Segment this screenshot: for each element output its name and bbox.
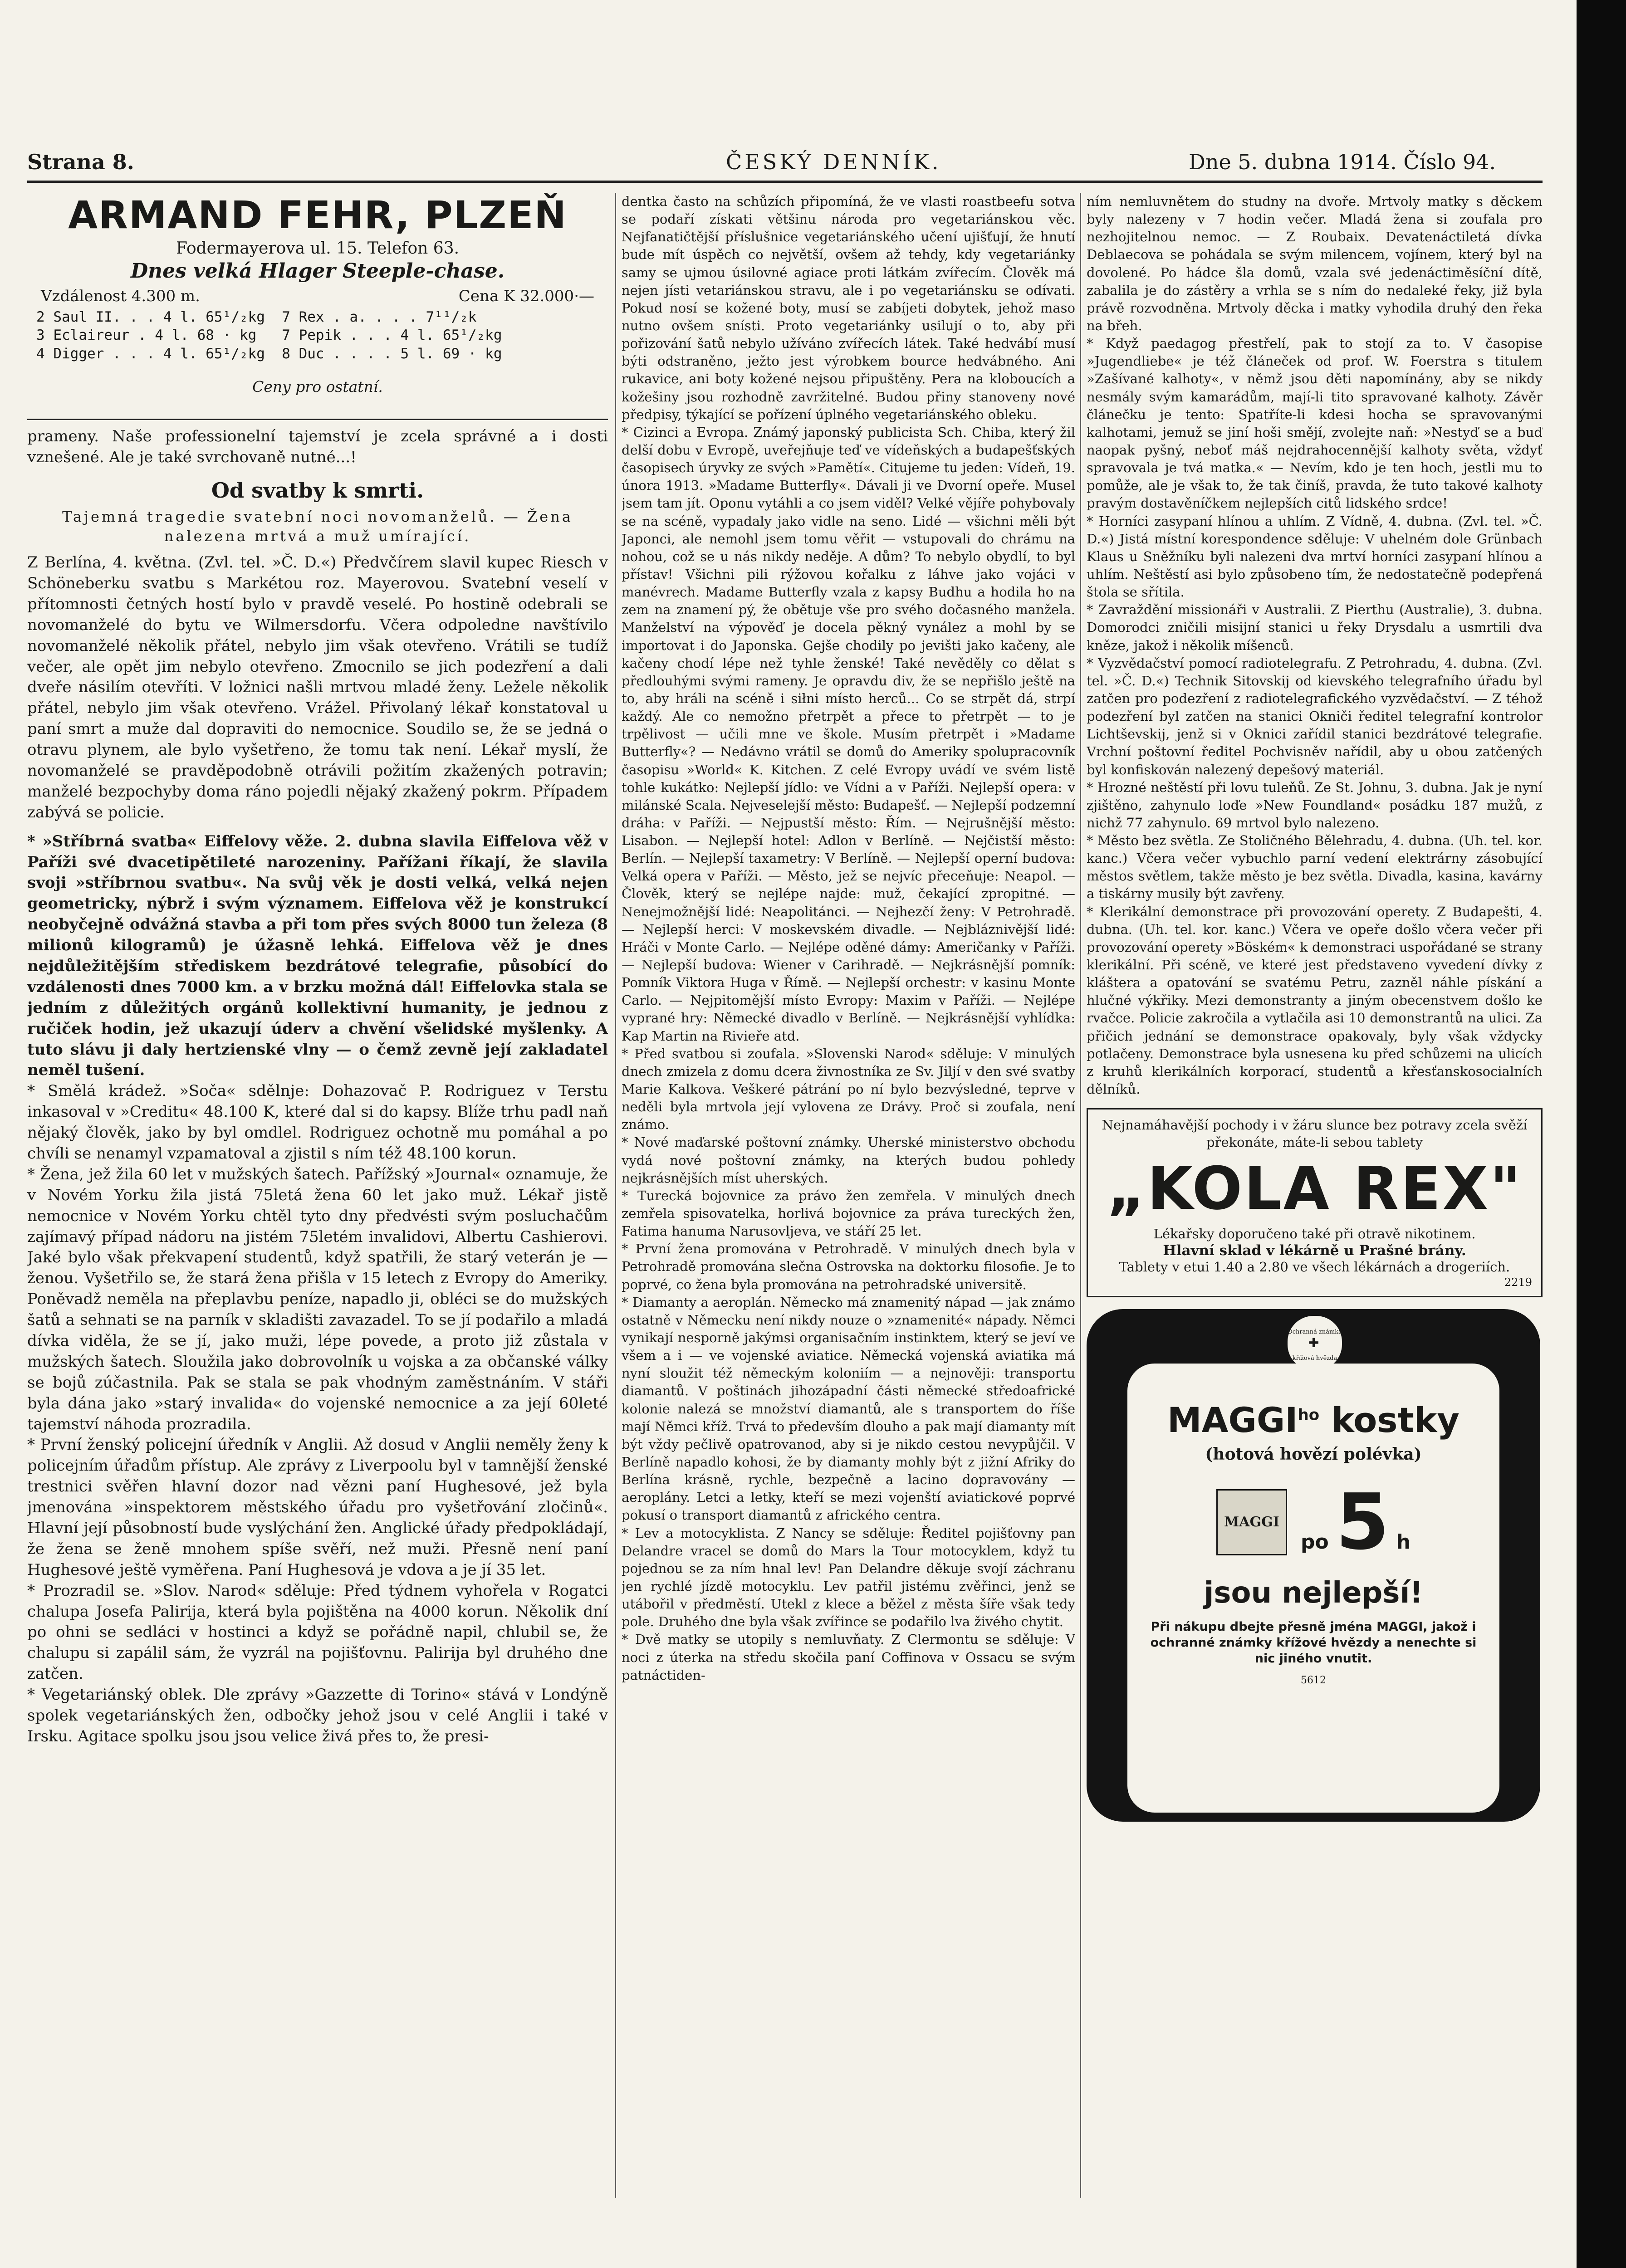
article-paragraph: * Horníci zasypaní hlínou a uhlím. Z Vídně, 4. dubna. (Zvl. tel. »Č. D.«) Jistá místní korespondence sděluje: V uhelném dole Grünbach Klaus u Sněžníku byli nalezeni dva mrtví horníci zasypaní hlínou a uhlím. Neštěstí asi bylo způsobeno tím, že nedostatečně podepřená štola se sřítila. xyxy=(1087,513,1543,600)
maggi-brand-sup: ho xyxy=(1298,1406,1320,1424)
article-paragraph: * Nové maďarské poštovní známky. Uherské ministerstvo obchodu vydá nové poštovní známky, na kterých budou pohledy nejkrásnějších míst uherských. xyxy=(622,1134,1075,1186)
maggi-product: kostky xyxy=(1319,1399,1459,1440)
article-paragraph: * Město bez světla. Ze Stoličného Bělehradu, 4. dubna. (Uh. tel. kor. kanc.) Včera večer vybuchlo parní vedení elektrárny zásobující městos světlem, takže město je bez světla. Divadla, kasina, kavárny a tiskárny musily být zavřeny. xyxy=(1087,833,1543,902)
maggi-slogan: jsou nejlepší! xyxy=(1204,1576,1423,1610)
article-paragraph: * Vegetariánský oblek. Dle zprávy »Gazzette di Torino« stává v Londýně spolek vegetariánských žen, odbočky jehož jsou v celé Anglii i také v Irsku. Agitace spolku jsou jsou velice živá přes to, že presi- xyxy=(27,1686,608,1745)
column-1 xyxy=(27,193,608,2198)
article-paragraph: * »Stříbrná svatba« Eiffelovy věže. 2. dubna slavila Eiffelova věž v Paříži své dvacetipětileté narozeniny. Pařížani říkají, že slavila svoji »stříbrnou svatbu«. Na svůj věk je dosti velká, velká nejen geometricky, nýbrž i svým významem. Eiffelova věž je konstrukcí neobyčejně odvážná stavba a při tom přes svých 8000 tun železa (8 milionů kilogramů) je úžasně lehká. Eiffelova věž je dnes nejdůležitějším střediskem bezdrátové telegrafie, působící do vzdálenosti dnes 7000 km. a v brzku možná dál! Eiffelovka stala se jedním z důležitých orgánů kollektivní humanity, je jednou z ručiček hodin, jež ukazují úderv a chvění všelidské myšlenky. A tuto slávu ji daly hertzienské vlny — o čemž zevně její zakladatel neměl tušení. xyxy=(27,832,608,1080)
maggi-cube-image: MAGGI xyxy=(1216,1489,1287,1555)
article-paragraph: * Smělá krádež. »Soča« sdělnje: Dohazovač P. Rodriguez v Terstu inkasoval v »Creditu« 48.100 K, které dal si do kapsy. Blíže trhu padl naň nějaký člověk, jako by byl omdlel. Rodriguez ochotně mu pomáhal a po chvíli se nenamyl vzpamatoval a zjistil s ním též 48.100 korun. xyxy=(27,1082,608,1163)
column-divider xyxy=(1080,193,1081,2198)
fehr-address: Fodermayerova ul. 15. Telefon 63. xyxy=(176,239,460,258)
column-divider xyxy=(615,193,616,2198)
price-unit: h xyxy=(1396,1530,1411,1554)
fehr-race: Dnes velká Hlager Steeple-chase. xyxy=(130,259,505,283)
maggi-price xyxy=(1301,1477,1411,1567)
article-paragraph: * Hrozné neštěstí při lovu tuleňů. Ze St. Johnu, 3. dubna. Jak je nyní zjištěno, zahynulo loďe »New Foundland« posádku 187 mužů, z nichž 77 zahynulo. 69 mrtvol bylo nalezeno. xyxy=(1087,779,1543,831)
kola-store: Hlavní sklad v lékárně u Prašné brány. xyxy=(1163,1242,1466,1259)
article-paragraph: * Před svatbou si zoufala. »Slovenski Narod« sděluje: V minulých dnech zmizela z domu dcera živnostníka ze Sv. Jiljí v den své svatby Marie Kalkova. Veškeré pátrání po ní bylo bezvýsledné, teprve v neděli byla mrtvola její vylovena ze Drávy. Proč si zoufala, není známo. xyxy=(622,1046,1075,1133)
fehr-meta xyxy=(27,287,608,305)
article-paragraph: * Dvě matky se utopily s nemluvňaty. Z Clermontu se sděluje: V noci z úterka na středu skočila paní Coffinova v Ossacu se svým patnáctiden- xyxy=(622,1632,1075,1683)
article-paragraph: * Cizinci a Evropa. Známý japonský publicista Sch. Chiba, který žil delší dobu v Evropě, uveřejňuje teď ve vídeňských a budapešťských časopisech úryvky ze svých »Pamětí«. Citujeme tu jeden: Vídeň, 19. února 1913. »Madame Butterfly«. Dávali ji ve Dvorní opeře. Musel jsem tam jít. Oponu vytáhli a co jsem viděl? Velké vějíře pohybovaly se na scéně, vypadaly jako vidle na seno. Lidé — všichni měli být Japonci, ale nemohl jsem tomu věřit — vstupovali do chrámu na nohou, což se u nás nikdy neděje. A dům? To nebylo obydlí, to byl přístav! Všichni pili rýžovou kořalku z láhve jako vojáci v manévrech. Madame Butterfly vzala z kapsy Budhu a hodila ho na zem na znamení pý, že obětuje vše pro svého dočasného manžela. Manželství na výpověď je docela pěkný vynález a mohl by se importovat i do Japonska. Gejše chodily po jevišti jako kačeny, ale kačeny chodí lépe než tyhle ženské! Také nevěděly co dělat s předlouhými svými rameny. Je opravdu div, že se nepřišlo ještě na to, aby hráli na scéně i siłni místo herců... Co se strpět dá, strpí každý. Ale co nemožno přetrpět a přece to přetrpět — to je trpělivost — učili mne ve škole. Musím přetrpět i »Madame Butterfly«? — Nedávno vrátil se domů do Ameriky spolupracovník časopisu »World« K. Kitchen. Z celé Evropy uvádí ve svém listě tohle kukátko: Nejlepší jídlo: ve Vídni a v Paříži. Nejlepší opera: v milánské Scala. Nejveselejší město: Budapešť. — Nejlepší podzemní dráha: v Paříži. — Nejpustší město: Řím. — Nejrušnější město: Lisabon. — Nejlepší hotel: Adlon v Berlíně. — Nejčistší město: Berlín. — Nejlepší taxametry: V Berlíně. — Nejlepší operní budova: Velká opera v Paříži. — Město, jež se nejvíc přeceňuje: Neapol. — Člověk, který se nejlépe najde: muž, čekající zpropitné. — Nenejmožnější lidé: Neapolitánci. — Nejhezčí ženy: V Petrohradě. — Nejlepší herci: V moskevském divadle. — Nejbláznivější lidé: Hráči v Monte Carlo. — Nejlépe oděné dámy: Američanky v Paříži. — Nejlepší budova: Wiener v Carihradě. — Nejkrásnější pomník: Pomník Viktora Huga v Římě. — Nejlepší orchestr: v kasinu Monte Carlo. — Nejpitomější místo Evropy: Maxim v Paříži. — Nejlépe vyprané hry: Německé divadlo v Berlíně. — Nejkrásnější vyhlídka: Kap Martin na Rivieře atd. xyxy=(622,424,1075,1044)
fehr-note: Ceny pro ostatní. xyxy=(252,377,383,396)
kola-intro: Nejnamáhavější pochody i v žáru slunce bez potravy zcela svěží překonáte, máte-li sebou tablety xyxy=(1102,1117,1528,1150)
article-paragraph: Z Berlína, 4. května. (Zvl. tel. »Č. D.«) Předvčírem slavil kupec Riesch v Schöneberku svatbu s Markétou roz. Mayerovou. Svatební veselí v přítomnosti četných hostí bylo v pravdě veselé. Po hostině odebrali se novomanželé do bytu ve Wilmersdorfu. Včera odpoledne navštívilo novomanželé několik přátel, nebylo jim však otevřeno. Vrátili se tudíž večer, ale opět jim nebylo otevřeno. Zmocnilo se jich podezření a dali dveře násilím otevříti. V ložnici našli mrtvou mladé ženy. Ležele několik přátel, nebylo jim však otevřeno. Vrážel. Přivolaný lékař konstatoval u paní smrt a muže dal dopraviti do nemocnice. Soudilo se, že se jedná o otravu plynem, ale bylo vyšetřeno, že tomu tak není. Lékař myslí, že novomanželé se pravděpodobně otrávili požitím zkažených potravin; manželé bezpochyby doma ráno pojedli nějaký zkažený pokrm. Případem zabývá se policie. xyxy=(27,553,608,821)
article-paragraph: * Diamanty a aeroplán. Německo má znamenitý nápad — jak známo ostatně v Německu není nikdy nouze o »znamenité« nápady. Němci vynikají nesporně jakýmsi organisačním instinktem, který se jeví ve všem a i — ve vojenské aviatice. Německá vojenská aviatika má nyní sloužit též německým koloniím — a nejnověji: transportu diamantů. V poštinách jihozápadní části německé středoafrické kolonie nalezá se množství diamantů, ale s transportem do říše mají Němci kříž. Trvá to především dlouho a pak mají diamanty mít být vždy pečlivě opatrovanod, aby si je nikdo cestou nevypůjčil. V Berlíně napadlo kohosi, že by diamanty mohly být z jižní Afriky do Berlína krásně, rychle, bezpečně a lacino dopravovány — aeroplány. Letci a letky, kteří se mezi vojenští aviatickové poprvé pokusí o transport diamantů z afrického centra. xyxy=(622,1294,1075,1523)
fehr-prize: Cena K 32.000·— xyxy=(458,287,594,305)
maggi-note: Při nákupu dbejte přesně jména MAGGI, jakož i ochranné známky křížové hvězdy a nenechte si nic jiného vnutit. xyxy=(1150,1619,1477,1666)
article-paragraph: * Prozradil se. »Slov. Narod« sděluje: Před týdnem vyhořela v Rogatci chalupa Josefa Palirija, která byla pojištěna na 4000 korun. Několik dní po ohni se sedláci v hostinci a když se pořádně napil, chlubil se, že chalupu si zapálil sám, že vyzrál na pojišťovnu. Palirija byl druhého dne zatčen. xyxy=(27,1581,608,1683)
page-edge-shadow xyxy=(1577,0,1626,2268)
newspaper-title: ČESKÝ DENNÍK. xyxy=(726,150,941,174)
kola-price: Tablety v etui 1.40 a 2.80 ve všech lékárnách a drogeriích. xyxy=(1119,1259,1510,1275)
price-prefix: po xyxy=(1300,1530,1329,1554)
maggi-subtitle: (hotová hovězí polévka) xyxy=(1205,1444,1422,1464)
fehr-results: 2 Saul II. . . 4 l. 65¹/₂kg 7 Rex . a. . . . 7¹¹/₂k 3 Eclaireur . 4 l. 68 · kg 7 Pepik . . . 4 l. 65¹/₂kg 4 Digger . . . 4 l. 65¹/₂kg 8 Duc . . . . 5 l. 69 · kg xyxy=(36,309,502,362)
fehr-title: ARMAND FEHR, PLZEŇ xyxy=(68,193,567,237)
article-paragraph: dentka často na schůzích připomíná, že ve vlasti roastbeefu sotva se podaří získati většinu národa pro vegetariánskou věc. Nejfanatičtější příslušnice vegetariánského učení ujišťují, že hnutí bude mít úspěch co největší, ovšem až tehdy, kdy vegetariánky samy se ujmou úsilovné agiace proti látkám zvířecím. Člověk má nejen jísti vetariánskou stravu, ale i po vegetariánsku se odívati. Pokud nosí se kožené boty, musí se zabíjeti dobytek, jehož maso nutno ovšem snísti. Proto vegetariánky usilují o to, aby při pořizování šatů nebylo užíváno zvířecích látek. Také hedvábí musí býti odstraněno, ježto jest výrobkem bource hedvábného. Ani rukavice, ani boty kožené nejsou připuštěny. Pera na kloboucích a kožešiny jsou rozhodně zavržitelné. Budou přiny stanoveny nové předpisy, týkající se pořízení úplného vegetariánského obleku. xyxy=(622,194,1075,422)
kola-code: 2219 xyxy=(1504,1276,1532,1289)
price-number: 5 xyxy=(1336,1477,1390,1567)
article-paragraph: * Lev a motocyklista. Z Nancy se sděluje: Ředitel pojišťovny pan Delandre vracel se domů do Mars la Tour motocyklem, když tu pojednou se za ním hnal lev! Pan Delandre děkuje svojí záchranu jen rychlé jízdě motocyklu. Lev patřil jistému zvěřinci, jenž se utábořil v předměstí. Utekl z klece a běžel z města šíře však tedy pole. Druhého dne byla však zvířince se podařilo lva živého chytit. xyxy=(622,1525,1075,1630)
page-header xyxy=(27,150,1543,181)
maggi-advert xyxy=(1087,1309,1540,1822)
maggi-title xyxy=(1127,1400,1499,1440)
article-paragraph: * Klerikální demonstrace při provozování operety. Z Budapešti, 4. dubna. (Uh. tel. kor. kanc.) Včera ve opeře došlo včera večer při provozování operety »Böském« k demonstraci uspořádané se strany klerikální. Při scéně, ve které jest představeno vyvedení dívky z kláštera a opatování se svatému Petru, zazněl náhle pískání a hlučné výkřiky. Mezi demonstranty a jiným obecenstvem došlo ke rvačce. Policie zakročila a vytlačila asi 10 demonstrantů na ulici. Za přičich jednání se demonstrace opakovaly, byly však vždycky potlačeny. Demonstrace byla usnesena ku před schůzemi na ulicích z kruhů klerikálních korporací, studentů a křesťanskosocialních dělníků. xyxy=(1087,904,1543,1097)
article-paragraph: * Když paedagog přestřelí, pak to stojí za to. V časopise »Jugendliebe« je též článeček od prof. W. Foerstra s titulem »Zašívané kalhoty«, v němž jsou děti napomínány, aby se nikdy nesmály svým kamarádům, mají-li tito spravované kalhoty. Závěr článečku je tento: Spatříte-li kdesi hocha se spravovanými kalhotami, jemuž se jiní hoši smějí, zvolejte naň: »Nestyď se a buď naopak pyšný, neboť máš nejdrahocennější kalhoty světa, vždyť spravovala je tvá matka.« — Nevím, kdo je ten hoch, jestli mu to pomůže, ale je však to, že tak činíš, pravda, že tuto takové kalhoty pravým dostavěníčkem nejlepších citů lidského srdce! xyxy=(1087,336,1543,511)
article-subhead: Tajemná tragedie svatební noci novomanželů. — Žena nalezena mrtvá a muž umírající. xyxy=(62,508,573,545)
kola-brand: „KOLA REX" xyxy=(1107,1154,1523,1223)
fehr-distance: Vzdálenost 4.300 m. xyxy=(41,287,200,305)
maggi-code: 5612 xyxy=(1301,1675,1326,1686)
column-3 xyxy=(1087,193,1543,2198)
newspaper-page xyxy=(27,150,1543,2218)
issue-date: Dne 5. dubna 1914. Číslo 94. xyxy=(1189,150,1496,174)
article-paragraph: ním nemluvnětem do studny na dvoře. Mrtvoly matky s děckem byly nalezeny v 7 hodin večer. Mladá žena si zoufala pro nezhojitelnou nemoc. — Z Roubaix. Devatenáctiletá dívka Deblaecova se pohádala se svým milencem, vojínem, který byl na dovolené. Po hádce šla domů, vzala své jedenáctiměsíční dítě, zabalila je do zástěry a vrhla se s ním do nedaleké řeky, již byla právě rozvodněna. Mrtvoly děcka i matky vyhodila druhý den řeka na břeh. xyxy=(1087,194,1543,333)
maggi-brand: MAGGI xyxy=(1167,1399,1298,1440)
column-2 xyxy=(622,193,1075,2198)
fehr-advert xyxy=(27,193,608,420)
kola-rex-advert xyxy=(1087,1108,1543,1297)
article-paragraph: * První žena promována v Petrohradě. V minulých dnech byla v Petrohradě promována slečna Ostrovska na doktorku filosofie. Je to poprvé, co žena byla promována na petrohradské universitě. xyxy=(622,1241,1075,1292)
seal-label: Ochranná známka xyxy=(1288,1328,1342,1335)
article-paragraph: * Zavraždění missionáři v Australii. Z Pierthu (Australie), 3. dubna. Domorodci zničili misijní stanici u řeky Drysdalu a usmrtili dva kněze, jakož i několik míšenců. xyxy=(1087,602,1543,653)
article-paragraph: * Turecká bojovnice za právo žen zemřela. V minulých dnech zemřela spisovatelka, horlivá bojovnice za práva tureckých žen, Fatima hanuma Narusovljeva, ve stáří 25 let. xyxy=(622,1188,1075,1239)
cross-icon: ✚ xyxy=(1308,1335,1319,1350)
article-paragraph: * Vyzvědačství pomocí radiotelegrafu. Z Petrohradu, 4. dubna. (Zvl. tel. »Č. D.«) Technik Sitovskij od kievského telegrafního úřadu byl zatčen pro podezření z radiotelegrafického vyzvědačství. — Z téhož podezření byl zatčen na stanici Okniči ředitel telegrafní kontrolor Lichtševskij, jenž si v Oknici zařídil stanici bezdrátové telegrafie. Vrchní poštovní ředitel Pochvisněv nařídil, aby u obou zatčených byl konfiskován nalezený depešový materiál. xyxy=(1087,655,1543,777)
article-paragraph: * První ženský policejní úředník v Anglii. Až dosud v Anglii neměly ženy k policejním úřadům přístup. Ale zprávy z Liverpoolu byl v tamnější ženské trestnici svěřen hlavní dozor nad vězni paní Hughesové, jež byla jmenována »inspektorem městského úřadu pro vyšetřování zločinů«. Hlavní její působností bude vyslýchání žen. Anglické úřady předpokládají, že žena se ženě mnohem spíše svěří, než muži. Přesně není paní Hughesové ještě vyměřena. Paní Hughesová je vdova a je jí 35 let. xyxy=(27,1436,608,1579)
header-rule xyxy=(27,181,1543,183)
article-paragraph: * Žena, jež žila 60 let v mužských šatech. Pařížský »Journal« oznamuje, že v Novém Yorku žila jistá 75letá žena 60 let jako muž. Lékař jistě nemocnice v Novém Yorku chtěl tyto dny předvésti svým posluchačům zajímavý případ nádoru na jistém 75letém invalidovi, Albertu Cashierovi. Jaké bylo však překvapení studentů, když spatřili, že starý veterán je — ženou. Vyšetřilo se, že stará žena přišla v 15 letech z Evropy do Ameriky. Poněvadž neměla na přeplavbu peníze, napadlo ji, obléci se do mužských šatů a sehnati se na parník v skladišti zavazadel. To se jí podařilo a mladá dívka viděla, že se jí, jako muži, lépe povede, a proto již zůstala v mužských šatech. Sloužila jako dobrovolník u vojska a za občanské války se bojů zúčastnila. Pak se stala se pak vhodným zaměstnáním. V stáři byla dána jako »starý invalida« do vojenské nemocnice a za její 60leté tajemství náhoda prozradila. xyxy=(27,1165,608,1433)
article-paragraph: prameny. Naše professionelní tajemství je zcela správné a i dosti vznešené. Ale je také svrchovaně nutné...! xyxy=(27,427,608,466)
seal-label: křížová hvězda xyxy=(1292,1354,1337,1362)
page-number: Strana 8. xyxy=(27,150,134,174)
article-headline: Od svatby k smrti. xyxy=(211,478,424,503)
maggi-price-row xyxy=(1127,1477,1499,1567)
maggi-panel xyxy=(1127,1364,1499,1813)
kola-note: Lékařsky doporučeno také při otravě nikotinem. xyxy=(1153,1226,1476,1242)
